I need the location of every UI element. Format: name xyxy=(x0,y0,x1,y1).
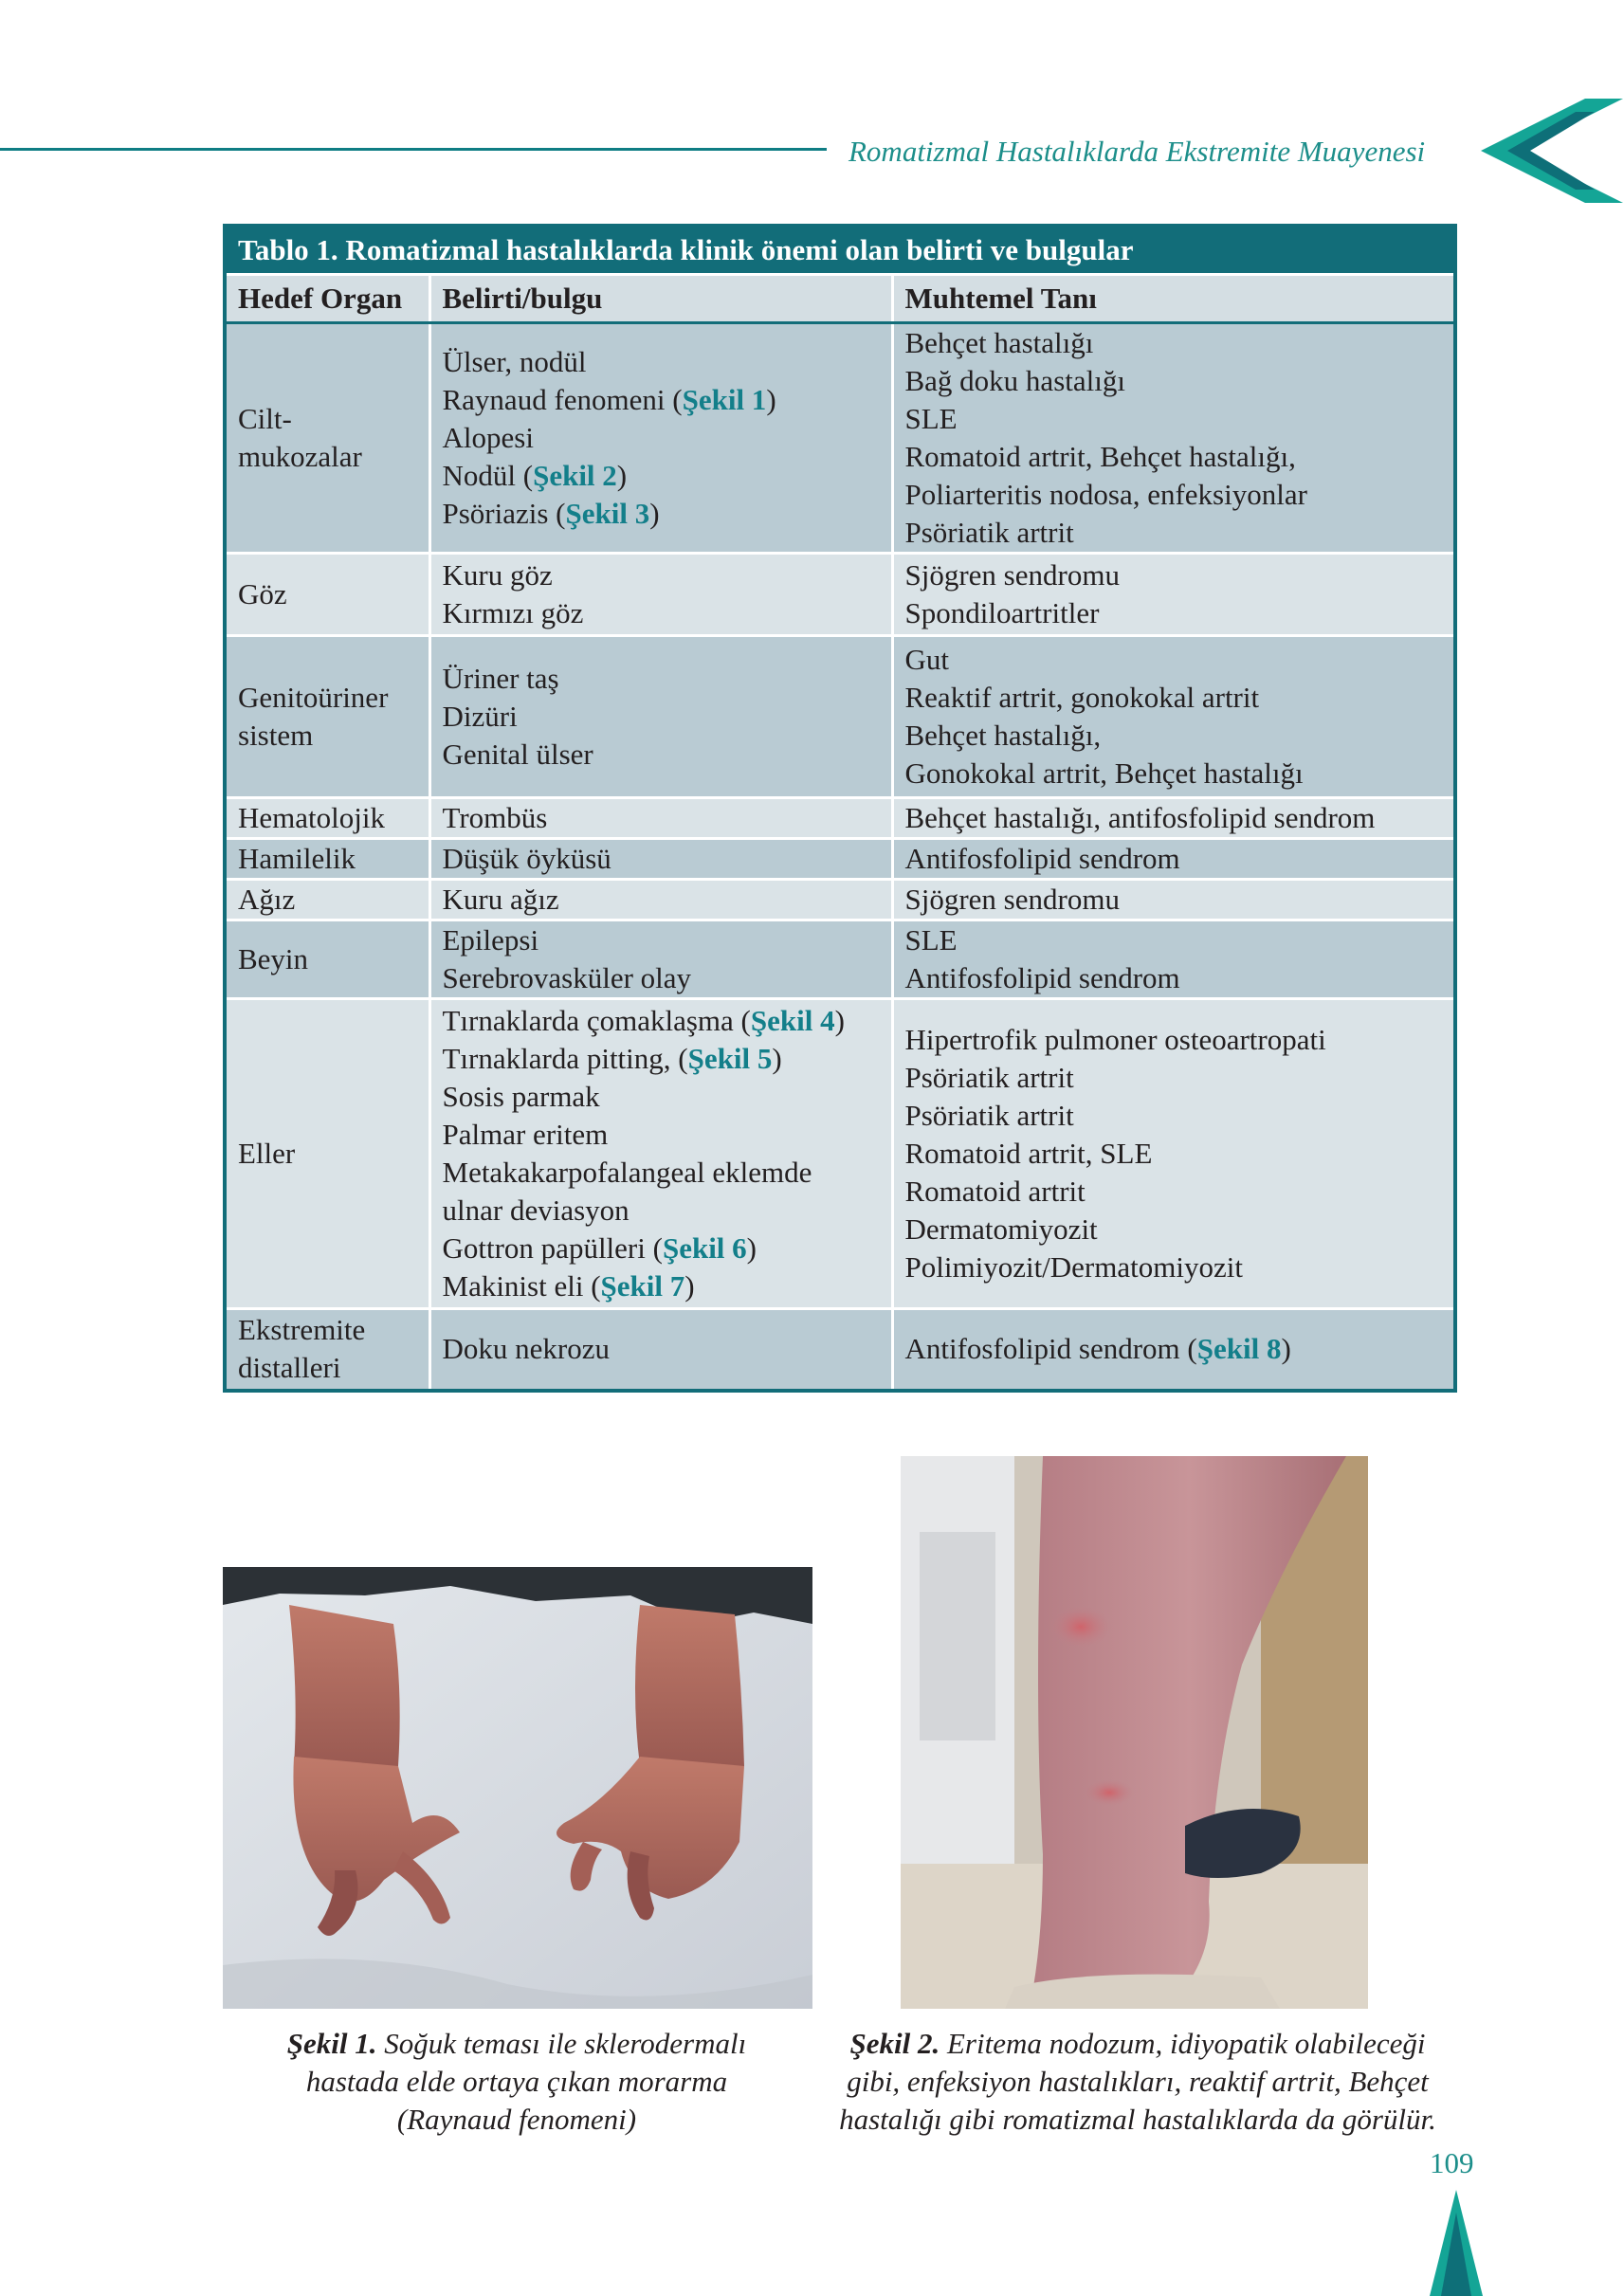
findings-cell xyxy=(429,798,892,839)
cell-text: Tırnaklarda çomaklaşma ( xyxy=(442,1004,751,1037)
findings-cell xyxy=(429,636,892,798)
organ-cell xyxy=(225,920,429,999)
cell-line xyxy=(905,1330,1443,1368)
cell-text: Psöriazis ( xyxy=(442,497,566,530)
cell-text: Antifosfolipid sendrom ( xyxy=(904,1332,1197,1366)
diagnosis-cell xyxy=(892,880,1455,920)
cell-line xyxy=(443,594,880,632)
cell-line xyxy=(443,1230,880,1267)
cell-text: Behçet hastalığı xyxy=(904,326,1094,359)
figure-reference-link[interactable]: Şekil 5 xyxy=(687,1042,773,1075)
figure-1-caption xyxy=(237,2025,796,2139)
cell-text: ) xyxy=(834,1004,845,1037)
table-caption: Tablo 1. Romatizmal hastalıklarda klinik önemi olan belirti ve bulgular xyxy=(225,226,1455,275)
cell-text: Romatoid artrit xyxy=(904,1175,1086,1208)
table-row xyxy=(225,1309,1455,1391)
cell-text: Gottron papülleri ( xyxy=(442,1231,663,1265)
cell-line xyxy=(905,1059,1443,1097)
cell-text: ) xyxy=(772,1042,782,1075)
cell-line xyxy=(905,1135,1443,1173)
organ-cell xyxy=(225,880,429,920)
cell-text: Ülser, nodül xyxy=(442,345,587,378)
table-row xyxy=(225,323,1455,554)
cell-line xyxy=(443,840,880,878)
table-row xyxy=(225,636,1455,798)
cell-line xyxy=(905,556,1443,594)
organ-cell xyxy=(225,1309,429,1391)
cell-text: Polimiyozit/Dermatomiyozit xyxy=(904,1250,1243,1284)
cell-text: Sjögren sendromu xyxy=(904,558,1120,592)
cell-line xyxy=(443,698,880,736)
table-row xyxy=(225,920,1455,999)
organ-line: Cilt- xyxy=(238,402,292,435)
table-caption-row xyxy=(225,226,1455,275)
cell-text: Sjögren sendromu xyxy=(904,883,1120,916)
cell-line xyxy=(905,438,1443,476)
cell-line xyxy=(443,343,880,381)
cell-line xyxy=(905,679,1443,717)
findings-cell xyxy=(429,323,892,554)
cell-text: Alopesi xyxy=(442,421,534,454)
cell-text: Gonokokal artrit, Behçet hastalığı xyxy=(904,756,1304,790)
table-row xyxy=(225,999,1455,1309)
cell-text: Reaktif artrit, gonokokal artrit xyxy=(904,681,1260,714)
cell-text: Romatoid artrit, SLE xyxy=(904,1137,1153,1170)
figure-reference-link[interactable]: Şekil 3 xyxy=(565,497,650,530)
organ-line: Ağız xyxy=(238,883,296,916)
figure-label: Şekil 2. xyxy=(849,2027,940,2060)
diagnosis-cell xyxy=(892,323,1455,554)
cell-text: Psöriatik artrit xyxy=(904,1061,1074,1094)
organ-cell xyxy=(225,323,429,554)
cell-line xyxy=(905,921,1443,959)
cell-text: Epilepsi xyxy=(442,923,539,957)
diagnosis-cell xyxy=(892,554,1455,636)
diagnosis-cell xyxy=(892,636,1455,798)
cell-line xyxy=(443,419,880,457)
organ-line: Göz xyxy=(238,577,287,610)
figure-reference-link[interactable]: Şekil 8 xyxy=(1196,1332,1282,1366)
caption-text: gibi, enfeksiyon hastalıkları, reaktif artrit, Behçet xyxy=(847,2065,1429,2098)
organ-line: Hamilelik xyxy=(238,842,356,875)
cell-text: ) xyxy=(1281,1332,1291,1366)
cell-text: Bağ doku hastalığı xyxy=(904,364,1125,397)
cell-line xyxy=(905,881,1443,919)
findings-table xyxy=(223,224,1457,1393)
organ-cell xyxy=(225,636,429,798)
table-header-row xyxy=(225,275,1455,323)
organ-line: mukozalar xyxy=(238,440,362,473)
cell-line xyxy=(443,1154,880,1192)
cell-text: Üriner taş xyxy=(442,662,559,695)
cell-text: Spondiloartritler xyxy=(904,596,1100,629)
cell-line xyxy=(905,755,1443,793)
cell-text: ) xyxy=(684,1269,695,1303)
cell-line xyxy=(443,1116,880,1154)
cell-text: Poliarteritis nodosa, enfeksiyonlar xyxy=(904,478,1307,511)
cell-text: Antifosfolipid sendrom xyxy=(904,842,1180,875)
table-row xyxy=(225,839,1455,880)
diagnosis-cell xyxy=(892,920,1455,999)
findings-cell xyxy=(429,920,892,999)
cell-text: Dermatomiyozit xyxy=(904,1212,1098,1246)
organ-line: Ekstremite xyxy=(238,1313,366,1347)
cell-line xyxy=(905,594,1443,632)
cell-text: Behçet hastalığı, xyxy=(904,719,1102,752)
cell-text: Kuru ağız xyxy=(442,883,559,916)
caption-text: Eritema nodozum, idiyopatik olabileceği xyxy=(940,2027,1426,2060)
cell-line xyxy=(443,881,880,919)
figure-2-photo xyxy=(901,1456,1368,2009)
header-rule xyxy=(0,148,827,151)
cell-text: ) xyxy=(616,459,628,492)
cell-text: Behçet hastalığı, antifosfolipid sendrom xyxy=(904,801,1376,834)
cell-line xyxy=(905,400,1443,438)
cell-text: Trombüs xyxy=(442,801,548,834)
table-row xyxy=(225,880,1455,920)
cell-text: Romatoid artrit, Behçet hastalığı, xyxy=(904,440,1296,473)
cell-text: Sosis parmak xyxy=(442,1080,600,1113)
table-row xyxy=(225,798,1455,839)
cell-text: Psöriatik artrit xyxy=(904,516,1074,549)
cell-line xyxy=(905,959,1443,997)
organ-cell xyxy=(225,554,429,636)
cell-text: Hipertrofik pulmoner osteoartropati xyxy=(904,1023,1326,1056)
cell-text: Psöriatik artrit xyxy=(904,1099,1074,1132)
cell-line xyxy=(905,514,1443,552)
organ-cell xyxy=(225,798,429,839)
cell-line xyxy=(443,1330,880,1368)
cell-line xyxy=(443,1078,880,1116)
organ-cell xyxy=(225,999,429,1309)
cell-text: ) xyxy=(649,497,660,530)
cell-line xyxy=(443,457,880,495)
caption-text: hastada elde ortaya çıkan morarma xyxy=(305,2065,728,2098)
findings-cell xyxy=(429,880,892,920)
running-title: Romatizmal Hastalıklarda Ekstremite Muayenesi xyxy=(848,135,1426,168)
findings-cell xyxy=(429,839,892,880)
diagnosis-cell xyxy=(892,798,1455,839)
organ-cell xyxy=(225,839,429,880)
cell-text: Serebrovasküler olay xyxy=(442,961,692,994)
cell-line xyxy=(905,641,1443,679)
cell-line xyxy=(905,1097,1443,1135)
findings-cell xyxy=(429,554,892,636)
column-header: Muhtemel Tanı xyxy=(892,275,1455,323)
cell-line xyxy=(443,1267,880,1305)
cell-line xyxy=(905,1248,1443,1286)
cell-text: ) xyxy=(746,1231,757,1265)
page-number: 109 xyxy=(1430,2146,1474,2179)
figure-reference-link[interactable]: Şekil 7 xyxy=(600,1269,685,1303)
cell-line xyxy=(905,476,1443,514)
figure-reference-link[interactable]: Şekil 6 xyxy=(662,1231,747,1265)
organ-line: sistem xyxy=(238,719,314,752)
table-row xyxy=(225,554,1455,636)
cell-line xyxy=(905,799,1443,837)
diagnosis-cell xyxy=(892,999,1455,1309)
organ-line: distalleri xyxy=(238,1351,341,1385)
cell-text: Tırnaklarda pitting, ( xyxy=(442,1042,688,1075)
cell-text: ulnar deviasyon xyxy=(442,1194,630,1227)
cell-line xyxy=(443,799,880,837)
figure-reference-link[interactable]: Şekil 2 xyxy=(533,459,617,492)
cell-line xyxy=(443,736,880,774)
caption-text: Soğuk teması ile sklerodermalı xyxy=(376,2027,747,2060)
figure-reference-link[interactable]: Şekil 4 xyxy=(750,1004,835,1037)
cell-line xyxy=(443,1002,880,1040)
cell-text: SLE xyxy=(904,923,958,957)
cell-line xyxy=(905,362,1443,400)
cell-line xyxy=(443,1040,880,1078)
cell-line xyxy=(443,556,880,594)
cell-text: SLE xyxy=(904,402,958,435)
column-header: Hedef Organ xyxy=(225,275,429,323)
cell-line xyxy=(443,660,880,698)
diagnosis-cell xyxy=(892,839,1455,880)
cell-text: Makinist eli ( xyxy=(442,1269,601,1303)
cell-text: Nodül ( xyxy=(442,459,534,492)
cell-line xyxy=(905,840,1443,878)
diagnosis-cell xyxy=(892,1309,1455,1391)
column-header: Belirti/bulgu xyxy=(429,275,892,323)
cell-line xyxy=(905,324,1443,362)
cell-text: Genital ülser xyxy=(442,738,593,771)
caption-text: hastalığı gibi romatizmal hastalıklarda da görülür. xyxy=(839,2103,1436,2136)
figure-reference-link[interactable]: Şekil 1 xyxy=(682,383,767,416)
caption-text: (Raynaud fenomeni) xyxy=(396,2103,637,2136)
cell-text: Düşük öyküsü xyxy=(442,842,611,875)
figure-2-caption xyxy=(815,2025,1460,2139)
cell-line xyxy=(443,959,880,997)
cell-line xyxy=(905,1211,1443,1248)
chevron-left-icon xyxy=(1481,99,1624,203)
spire-icon xyxy=(1430,2190,1483,2296)
cell-text: Doku nekrozu xyxy=(442,1332,610,1366)
organ-line: Hematolojik xyxy=(238,801,385,834)
organ-line: Genitoüriner xyxy=(238,681,389,714)
organ-line: Beyin xyxy=(238,942,309,975)
cell-line xyxy=(905,717,1443,755)
cell-line xyxy=(443,381,880,419)
cell-text: Dizüri xyxy=(442,700,518,733)
cell-text: ) xyxy=(766,383,776,416)
cell-line xyxy=(905,1173,1443,1211)
cell-text: Metakakarpofalangeal eklemde xyxy=(442,1156,812,1189)
cell-line xyxy=(443,495,880,533)
cell-text: Antifosfolipid sendrom xyxy=(904,961,1180,994)
cell-text: Kırmızı göz xyxy=(442,596,584,629)
findings-cell xyxy=(429,999,892,1309)
cell-text: Raynaud fenomeni ( xyxy=(442,383,683,416)
cell-text: Gut xyxy=(904,643,949,676)
findings-cell xyxy=(429,1309,892,1391)
cell-line xyxy=(443,921,880,959)
cell-line xyxy=(443,1192,880,1230)
figure-label: Şekil 1. xyxy=(286,2027,377,2060)
cell-line xyxy=(905,1021,1443,1059)
organ-line: Eller xyxy=(238,1137,296,1170)
figure-1-photo xyxy=(223,1567,812,2009)
cell-text: Kuru göz xyxy=(442,558,553,592)
cell-text: Palmar eritem xyxy=(442,1118,609,1151)
